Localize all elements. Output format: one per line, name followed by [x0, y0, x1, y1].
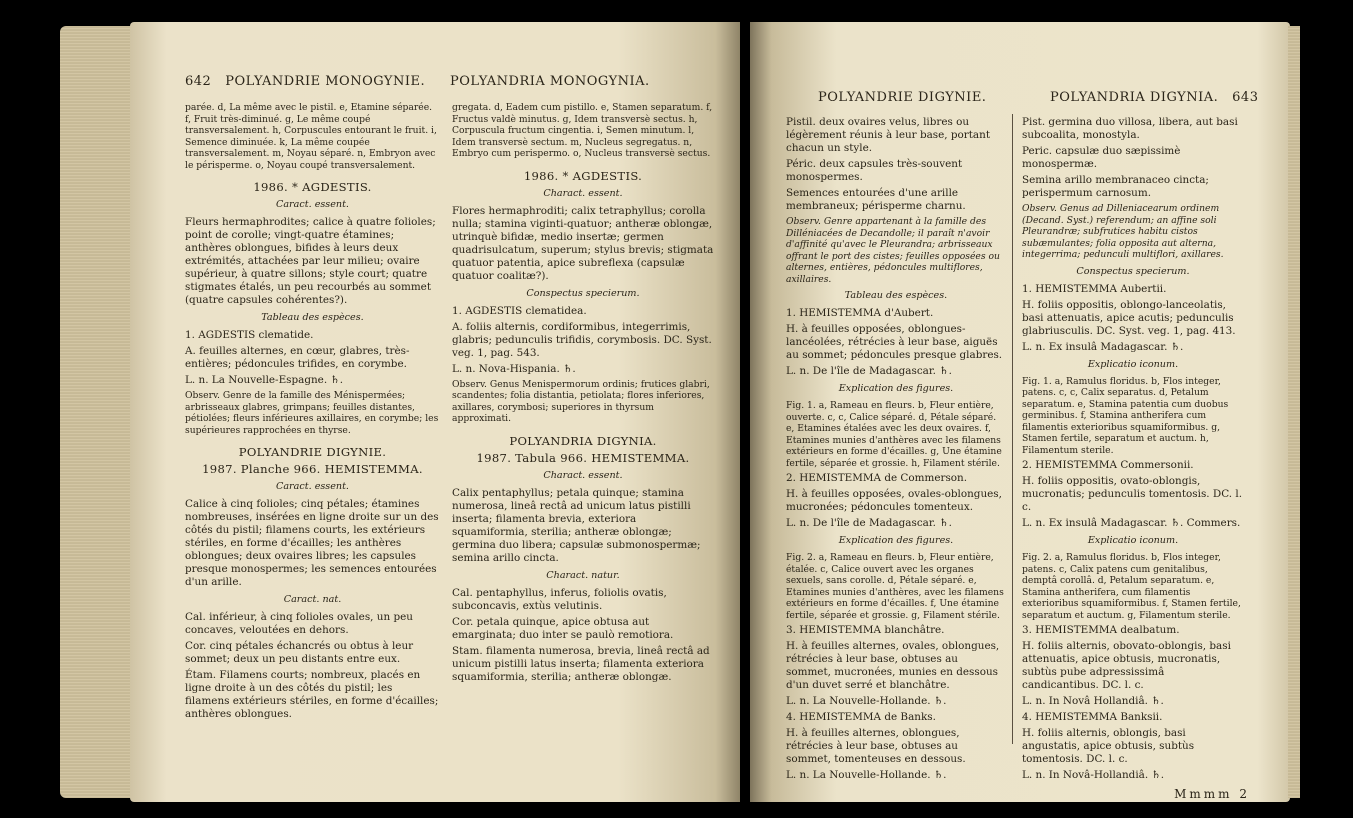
- pistil-text: Pist. germina duo villosa, libera, aut basi subcoalita, monostyla.: [1022, 116, 1238, 141]
- species-name: 4. HEMISTEMMA de Banks.: [786, 711, 936, 723]
- genus-title: 1986. * AGDESTIS.: [253, 180, 372, 194]
- species-locality: L. n. De l'île de Madagascar. ♄.: [786, 365, 952, 377]
- seed-text: Semences entourées d'une arille membraneux; périsperme charnu.: [786, 187, 966, 212]
- genus-title: 1987. Planche 966. HEMISTEMMA.: [202, 462, 423, 476]
- left-column-latin: [452, 102, 714, 687]
- page-stack-right: [1288, 26, 1300, 798]
- species-locality: L. n. Ex insulâ Madagascar. ♄. Commers.: [1022, 517, 1241, 529]
- right-col1-running-head: POLYANDRIE DIGYNIE.: [818, 90, 987, 105]
- signature-mark: Mmmm 2: [1174, 787, 1250, 801]
- species-description: A. feuilles alternes, en cœur, glabres, très-entières; pédoncules trifides, en corymbe.: [185, 345, 410, 370]
- species-name: 1. HEMISTEMMA d'Aubert.: [786, 307, 934, 319]
- species-description: H. à feuilles alternes, ovales, oblongues, rétrécies à leur base, obtuses au sommet, mucronées, munies en dessous d'un duvet serré et blanchâtre.: [786, 640, 1000, 691]
- pericarp-text: Péric. deux capsules très-souvent monospermes.: [786, 158, 963, 183]
- species-description: H. à feuilles opposées, oblongues-lancéolées, rétrécies à leur base, aiguës au sommet; pédoncules presque glabres.: [786, 323, 1003, 361]
- species-description: H. à feuilles opposées, ovales-oblongues, mucronées; pédoncules tomenteux.: [786, 488, 1002, 513]
- conspectus-label: Conspectus specierum.: [526, 287, 640, 299]
- order-title: POLYANDRIE DIGYNIE.: [238, 445, 387, 459]
- explication-label: Explication des figures.: [838, 535, 954, 546]
- right-column-french: [786, 116, 1006, 785]
- genus-description: Fleurs hermaphrodites; calice à quatre folioles; point de corolle; vingt-quatre étamines; anthères oblongues, bifides à leurs deux extrémités, attachées par leur milieu; ovaire supérieur, à quatre sillons; style court; quatre stigmates étalés, un peu recourbés au sommet (quatre capsules cohérentes?).: [185, 216, 436, 306]
- species-name: 1. HEMISTEMMA Aubertii.: [1022, 282, 1167, 295]
- intro-text: parée. d, La même avec le pistil. e, Etamine séparée. f, Fruit très-diminué. g, Le même coupé transversalement. h, Corpuscules entourant le fruit. i, Semence diminuée. k, La même coupée transversalement. m, Noyau séparé. n, Embryon avec le périsperme. o, Noyau coupé transversalement.: [185, 102, 437, 171]
- species-description: H. à feuilles alternes, oblongues, rétrécies à leur base, obtuses au sommet, tomenteuses en dessous.: [786, 727, 966, 765]
- species-name: 2. HEMISTEMMA Commersonii.: [1022, 459, 1194, 471]
- species-locality: L. n. In Novâ-Hollandiâ. ♄.: [1022, 769, 1165, 781]
- stamen-text: Stam. filamenta numerosa, brevia, lineâ rectâ ad unicum pistilli latus inserta; filamenta exteriora squamiformia, sterilia; antheræ oblongæ.: [452, 644, 710, 683]
- page-number-right: 643: [1232, 90, 1259, 105]
- pistil-text: Pistil. deux ovaires velus, libres ou légèrement réunis à leur base, portant chacun un style.: [786, 116, 990, 154]
- observation: Observ. Genus Menispermorum ordinis; frutices glabri, scandentes; folia distantia, petiolata; flores inferiores, axillares, corymbosi; superiores in thyrsum approximati.: [452, 378, 710, 424]
- right-page: [750, 22, 1290, 802]
- conspectus-label: Conspectus specierum.: [1076, 265, 1190, 277]
- species-locality: L. n. Ex insulâ Madagascar. ♄.: [1022, 340, 1184, 353]
- species-description: H. foliis oppositis, oblongo-lanceolatis, basi attenuatis, apice acutis; pedunculis glabriusculis. DC. Syst. veg. 1, pag. 413.: [1022, 298, 1236, 337]
- species-description: H. foliis alternis, obovato-oblongis, basi attenuatis, apice obtusis, mucronatis, subtùs pube adpressissimâ candicantibus. DC. l. c.: [1022, 640, 1231, 691]
- left-page-title: POLYANDRIE MONOGYNIE.: [225, 74, 426, 89]
- observation: Observ. Genre de la famille des Ménispermées; arbrisseaux glabres, grimpans; feuilles distantes, pétiolées; fleurs inférieures axillaires, en corymbe; les supérieures rapprochées en thyrse.: [185, 390, 439, 436]
- caract-label: Charact. essent.: [543, 469, 623, 481]
- explication-label: Explication des figures.: [838, 383, 954, 394]
- corolla-text: Cor. petala quinque, apice obtusa aut emarginata; duo inter se paulò remotiora.: [452, 615, 674, 641]
- caract-nat-label: Charact. natur.: [546, 569, 620, 581]
- pericarp-text: Peric. capsulæ duo sæpissimè monospermæ.: [1022, 145, 1181, 170]
- species-name: 1. AGDESTIS clematidea.: [452, 304, 587, 317]
- genus-title: 1987. Tabula 966. HEMISTEMMA.: [476, 450, 690, 465]
- species-name: 1. AGDESTIS clematide.: [185, 329, 314, 341]
- calyx-text: Cal. pentaphyllus, inferus, foliolis ovatis, subconcavis, extùs velutinis.: [452, 586, 667, 612]
- species-name: 3. HEMISTEMMA dealbatum.: [1022, 624, 1180, 636]
- species-name: 2. HEMISTEMMA de Commerson.: [786, 472, 968, 484]
- genus-description: Flores hermaphroditi; calix tetraphyllus; corolla nulla; stamina viginti-quatuor; antheræ oblongæ, utrinquè bifidæ, medio insertæ; germen quadrisulcatum, superum; stylus brevis; stigmata quatuor patentia, apice subreflexa (capsulæ quatuor coalitæ?).: [452, 204, 714, 282]
- figure-caption: Fig. 1. a, Ramulus floridus. b, Flos integer, patens. c, c, Calix separatus. d, Petalum separatum. e, Stamina patentia cum duobus germinibus. f, Stamina antherifera cum filamentis exterioribus squamiformibus. g, Stamen fertile, separatum et auctum. h, Filamentum sterile.: [1022, 375, 1229, 456]
- genus-description: Calix pentaphyllus; petala quinque; stamina numerosa, lineâ rectâ ad unicum latus pistilli inserta; filamenta brevia, exteriora squamiformia, sterilia; antheræ oblongæ; germina duo libera; capsulæ submonospermæ; semina arillo cincta.: [452, 486, 701, 564]
- species-locality: L. n. La Nouvelle-Espagne. ♄.: [185, 374, 344, 386]
- observation: Observ. Genus ad Dilleniacearum ordinem (Decand. Syst.) referendum; an affine soli Pleurandræ; subfrutices habitu cistos subæmulantes; folia opposita aut alterna, integerrima; pedunculi multiflori, axillares.: [1022, 203, 1224, 260]
- tableau-label: Tableau des espèces.: [844, 290, 948, 301]
- order-title: POLYANDRIA DIGYNIA.: [509, 433, 657, 448]
- species-locality: L. n. De l'île de Madagascar. ♄.: [786, 517, 952, 529]
- species-locality: L. n. La Nouvelle-Hollande. ♄.: [786, 769, 947, 781]
- intro-text: gregata. d, Eadem cum pistillo. e, Stamen separatum. f, Fructus valdè minutus. g, Idem transversè sectus. h, Corpuscula fructum cingentia. i, Semen minutum. l, Idem transversè sectum. m, Nucleus segregatus. n, Embryo cum perispermo. o, Nucleus transversè sectus.: [452, 102, 713, 159]
- species-description: A. foliis alternis, cordiformibus, integerrimis, glabris; pedunculis trifidis, corymbosis. DC. Syst. veg. 1, pag. 543.: [452, 320, 712, 359]
- page-number-left: 642: [185, 74, 212, 89]
- species-locality: L. n. In Novâ Hollandiâ. ♄.: [1022, 695, 1164, 707]
- genus-title: 1986. * AGDESTIS.: [523, 168, 643, 183]
- page-stack-left: [60, 26, 132, 798]
- right-column-latin: [1022, 116, 1244, 785]
- species-locality: L. n. Nova-Hispania. ♄.: [452, 362, 576, 375]
- seed-text: Semina arillo membranaceo cincta; perispermum carnosum.: [1022, 174, 1209, 199]
- figure-caption: Fig. 2. a, Rameau en fleurs. b, Fleur entière, étalée. c, Calice ouvert avec les organes sexuels, sans corolle. d, Pétale séparé. e, Etamines munies d'anthères, avec les filamens extérieurs en forme d'écailles. f, Une étamine fertile, séparée et grossie. g, Filament stérile.: [786, 552, 1004, 621]
- figure-caption: Fig. 2. a, Ramulus floridus. b, Flos integer, patens. c, Calix patens cum genitalibus, demptâ corollâ. d, Petalum separatum. e, Stamina antherifera, cum filamentis exterioribus squamiformibus. f, Stamen fertile, separatum et auctum. g, Filamentum sterile.: [1022, 552, 1241, 621]
- species-name: 4. HEMISTEMMA Banksii.: [1022, 711, 1163, 723]
- stamen-text: Étam. Filamens courts; nombreux, placés en ligne droite à un des côtés du pistil; les filamens extérieurs stériles, en forme d'écailles; anthères oblongues.: [185, 669, 439, 720]
- left-col2-running-head: POLYANDRIA MONOGYNIA.: [450, 74, 650, 89]
- caract-nat-label: Caract. nat.: [283, 594, 342, 605]
- explicatio-label: Explicatio iconum.: [1087, 535, 1179, 546]
- left-column-french: [185, 102, 440, 724]
- tableau-label: Tableau des espèces.: [261, 312, 364, 323]
- species-locality: L. n. La Nouvelle-Hollande. ♄.: [786, 695, 947, 707]
- observation: Observ. Genre appartenant à la famille des Dilléniacées de Decandolle; il paraît n'avoir d'affinité qu'avec le Pleurandra; arbrisseaux offrant le port des cistes; feuilles opposées ou alternes, entières, pédoncules multiflores, axillaires.: [786, 216, 1000, 285]
- figure-caption: Fig. 1. a, Rameau en fleurs. b, Fleur entière, ouverte. c, c, Calice séparé. d, Pétale séparé. e, Etamines étalées avec les deux ovaires. f, Etamines munies d'anthères avec les filamens extérieurs en forme d'écailles. g, Une étamine fertile, séparée et grossie. h, Filament stérile.: [786, 400, 1002, 469]
- caract-label: Caract. essent.: [276, 199, 349, 210]
- species-name: 3. HEMISTEMMA blanchâtre.: [786, 624, 945, 636]
- left-page: [130, 22, 740, 802]
- column-divider: [1012, 114, 1013, 744]
- right-page-title: POLYANDRIA DIGYNIA.: [1050, 90, 1219, 105]
- corolla-text: Cor. cinq pétales échancrés ou obtus à leur sommet; deux un peu distants entre eux.: [185, 640, 414, 665]
- explicatio-label: Explicatio iconum.: [1087, 358, 1179, 370]
- genus-description: Calice à cinq folioles; cinq pétales; étamines nombreuses, insérées en ligne droite sur un des côtés du pistil; filamens courts, les extérieurs stériles, en forme d'écailles; les anthères oblongues; deux ovaires libres; les capsules presque monospermes; les semences entourées d'un arille.: [185, 498, 439, 588]
- species-description: H. foliis alternis, oblongis, basi angustatis, apice obtusis, subtùs tomentosis. DC. l. c.: [1022, 727, 1195, 765]
- open-book: [60, 22, 1300, 802]
- caract-label: Caract. essent.: [276, 481, 349, 492]
- species-description: H. foliis oppositis, ovato-oblongis, mucronatis; pedunculis tomentosis. DC. l. c.: [1022, 475, 1243, 513]
- caract-label: Charact. essent.: [543, 187, 623, 199]
- right-running-head: [1050, 90, 1258, 105]
- calyx-text: Cal. inférieur, à cinq folioles ovales, un peu concaves, veloutées en dehors.: [185, 611, 413, 636]
- left-running-head: [185, 74, 425, 89]
